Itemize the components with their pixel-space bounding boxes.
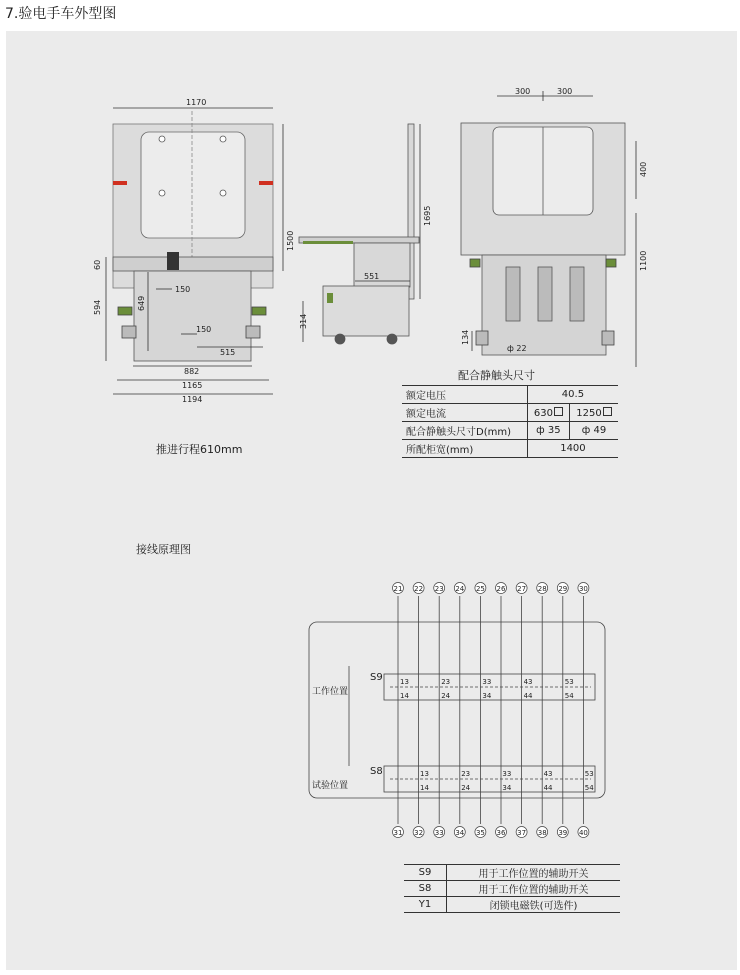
terminal-bottom-number: 34 <box>455 829 465 837</box>
legend-table <box>404 864 620 913</box>
terminal-bottom-number: 35 <box>475 829 485 837</box>
dim-1695: 1695 <box>423 205 432 226</box>
spec-label: 额定电流 <box>402 404 527 422</box>
s8-contact-top: 33 <box>502 770 512 778</box>
spec-value: 630 <box>527 404 569 422</box>
dim-60: 60 <box>93 259 102 270</box>
terminal-bottom-number: 40 <box>578 829 588 837</box>
s8-contact-top: 23 <box>461 770 471 778</box>
s9-contact-top: 53 <box>564 678 574 686</box>
s8-label: S8 <box>370 766 383 777</box>
s8-contact-bottom: 34 <box>502 784 512 792</box>
wiring-diagram <box>6 576 737 846</box>
dim-150-top: 150 <box>175 285 191 294</box>
terminal-top-number: 30 <box>578 585 588 593</box>
spec-value: ф 49 <box>569 422 618 440</box>
dim-1100: 1100 <box>639 250 648 271</box>
s9-position: 工作位置 <box>312 687 349 697</box>
spec-label: 额定电压 <box>402 386 527 404</box>
stroke-caption: 推进行程610mm <box>156 443 243 456</box>
dim-150-bottom: 150 <box>196 325 212 334</box>
dim-400: 400 <box>639 161 648 177</box>
s8-contact-bottom: 14 <box>420 784 429 792</box>
terminal-bottom-number: 32 <box>414 829 424 837</box>
s9-contact-top: 33 <box>482 678 492 686</box>
terminal-top-number: 24 <box>455 585 465 593</box>
s9-contact-bottom: 44 <box>523 692 533 700</box>
terminal-top-number: 26 <box>496 585 506 593</box>
side-view <box>299 124 420 344</box>
dim-1500: 1500 <box>286 230 295 251</box>
spec-value: 1400 <box>527 440 618 458</box>
dim-515: 515 <box>220 348 236 357</box>
contact-table-title: 配合静触头尺寸 <box>458 369 535 382</box>
terminal-bottom-number: 31 <box>393 829 403 837</box>
page-title: 7.验电手车外型图 <box>5 6 117 22</box>
content-panel <box>6 31 737 970</box>
terminal-bottom-number: 37 <box>517 829 527 837</box>
terminal-top-number: 29 <box>558 585 568 593</box>
legend-desc: 用于工作位置的辅助开关 <box>447 881 621 897</box>
front-view <box>106 108 283 394</box>
legend-desc: 用于工作位置的辅助开关 <box>447 865 621 881</box>
table-row <box>402 422 618 440</box>
s8-contact-top: 53 <box>584 770 594 778</box>
s9-contact-bottom: 34 <box>482 692 492 700</box>
dim-1194: 1194 <box>182 395 203 404</box>
dim-300-b: 300 <box>557 87 573 96</box>
dim-300-a: 300 <box>515 87 531 96</box>
s8-contact-top: 13 <box>420 770 429 778</box>
s8-contact-bottom: 24 <box>461 784 471 792</box>
wiring-title: 接线原理图 <box>136 543 191 556</box>
dim-649: 649 <box>137 295 146 311</box>
spec-value: 1250 <box>569 404 618 422</box>
legend-code: S9 <box>404 865 447 881</box>
terminal-top-number: 21 <box>393 585 403 593</box>
dim-134: 134 <box>461 329 470 345</box>
s8-position: 试验位置 <box>312 781 349 791</box>
table-row <box>404 897 620 913</box>
dim-594: 594 <box>93 299 102 315</box>
dim-1165: 1165 <box>182 381 203 390</box>
legend-desc: 闭锁电磁铁(可选件) <box>447 897 621 913</box>
s9-contact-top: 43 <box>523 678 533 686</box>
dim-314: 314 <box>299 313 308 329</box>
dim-phi22: ф 22 <box>507 344 527 353</box>
terminal-bottom-number: 38 <box>537 829 547 837</box>
s9-label: S9 <box>370 672 383 683</box>
s8-contact-top: 43 <box>543 770 553 778</box>
spec-value: ф 35 <box>527 422 569 440</box>
table-row <box>402 440 618 458</box>
s9-contact-top: 13 <box>400 678 409 686</box>
table-row <box>404 881 620 897</box>
terminal-top-number: 23 <box>434 585 444 593</box>
terminal-top-number: 25 <box>475 585 485 593</box>
dim-1170: 1170 <box>186 98 207 107</box>
table-row <box>402 386 618 404</box>
contact-table <box>402 385 618 458</box>
table-row <box>404 865 620 881</box>
s8-contact-bottom: 54 <box>584 784 594 792</box>
table-row <box>402 404 618 422</box>
rear-view <box>461 91 636 367</box>
spec-value: 40.5 <box>527 386 618 404</box>
terminal-bottom-number: 36 <box>496 829 506 837</box>
terminal-bottom-number: 39 <box>558 829 568 837</box>
dim-551: 551 <box>364 272 380 281</box>
dim-882: 882 <box>184 367 200 376</box>
spec-label: 配合静触头尺寸D(mm) <box>402 422 527 440</box>
terminal-top-number: 27 <box>517 585 527 593</box>
s8-contact-bottom: 44 <box>543 784 553 792</box>
legend-code: Y1 <box>404 897 447 913</box>
s9-contact-bottom: 14 <box>400 692 409 700</box>
spec-label: 所配柜宽(mm) <box>402 440 527 458</box>
terminal-top-number: 28 <box>537 585 547 593</box>
legend-code: S8 <box>404 881 447 897</box>
s9-contact-top: 23 <box>441 678 451 686</box>
s9-contact-bottom: 54 <box>564 692 574 700</box>
cart-drawings <box>6 31 737 471</box>
terminal-bottom-number: 33 <box>434 829 444 837</box>
s9-contact-bottom: 24 <box>441 692 451 700</box>
terminal-top-number: 22 <box>414 585 424 593</box>
